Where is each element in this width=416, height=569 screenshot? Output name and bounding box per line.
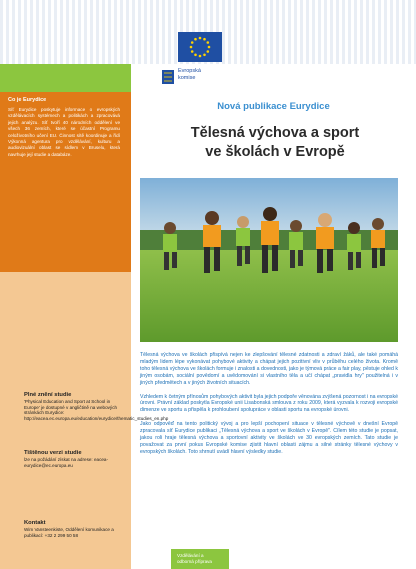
full-study-text[interactable]: 'Physical Education and Sport at School in Europe' je dostupné v angličtině na webových stránkách Eurydice: http://eacea.ec.europa.eu/education/eurydice/thematic_studies_en.php (24, 399, 169, 421)
full-study-block (24, 392, 169, 421)
eu-flag-icon (178, 32, 222, 62)
badge-line-1: Vzdělávání a (177, 553, 204, 558)
print-text[interactable]: lze na požádání získat na adrese: eacea-eurydice@ec.europa.eu (24, 457, 109, 468)
print-version-block (24, 450, 124, 468)
sidebar-accent-green (0, 64, 131, 92)
contact-text: Wim Vansteenkiste, Oddělení komunikace a publikací: +32 2 299 50 58 (24, 527, 114, 538)
print-heading: Tištěnou verzi studie (24, 450, 82, 456)
children-running-photo (140, 178, 398, 342)
logo-text-line2: komise (178, 74, 196, 81)
article-body (140, 352, 398, 463)
badge-line-2: odborná příprava (177, 559, 212, 564)
paragraph-1: Tělesná výchova ve školách přispívá nejen ke zlepšování tělesné zdatnosti a zdraví žáků, ale také pomáhá mladým lidem lépe vykonávat pohybové aktivity a chápat jejich pozitivní vliv v průběhu celého života. Kromě toho tělesná výchova ve školách formuje i znalosti a dovednosti, jako je týmová práce a fair play, pěstuje ohled k jiným osobám, sociální povědomí a uvědomování si vlastního těla a učí chápat „pravidla hry" použitelná i v jiných předmětech a v jiných životních situacích. (140, 352, 398, 386)
title-line-2: ve školách v Evropě (205, 144, 345, 160)
contact-heading: Kontakt (24, 520, 46, 526)
title-line-1: Tělesná výchova a sport (190, 125, 360, 141)
category-badge (171, 549, 229, 569)
about-text: Síť Eurydice poskytuje informace o evropských vzdělávacích systémech a politikách a zpracovává jejich analýzu. Síť tvoří 40 národních oddělení ve všech 36 zemích, které se účastní Programu celoživotního učení EU. Činnost sítě koordinuje a řídí Výkonná agentura pro vzdělávání, kulturu a audiovizuální oblast se sídlem v Bruselu, která navrhuje její studie a databáze. (8, 107, 120, 157)
contact-block (24, 520, 124, 538)
full-study-heading: Plné znění studie (24, 392, 72, 398)
publication-kicker: Nová publikace Eurydice (217, 101, 330, 112)
paragraph-3: Jako odpověď na tento politický vývoj a pro lepší pochopení situace v tělesné výchově v dnešní Evropě zpracovala síť Eurydice publikaci „Tělesná výchova a sport ve školách v Evropě". Cílem této studie je popsat, jakou roli hraje tělesná výchova a sportovní aktivity ve školách ve 30 evropských zemích. Tato studie je považovat za první pokus Evropské komise zjistit hlavní oblasti zájmu a silné stránky tělesné výchovy v evropských školách. Toto shrnutí uvádí hlavní výsledky studie. (140, 421, 398, 455)
about-heading: Co je Eurydice (8, 97, 47, 103)
ec-logo-text (178, 68, 201, 81)
paragraph-2: Vzhledem k četným přínosům pohybových aktivit byla jejich podpoře věnována zvýšená pozornost i na evropské úrovni. Právní základ poskytla Evropské unii Lisabonská smlouva z roku 2009, která vyzvala k rozvoji evropské dimenze ve sportu a přispěla k prohloubení spolupráce v oblasti sportu na evropské úrovni. (140, 393, 398, 414)
page-title (140, 124, 410, 162)
logo-text-line1: Evropská (178, 68, 201, 74)
